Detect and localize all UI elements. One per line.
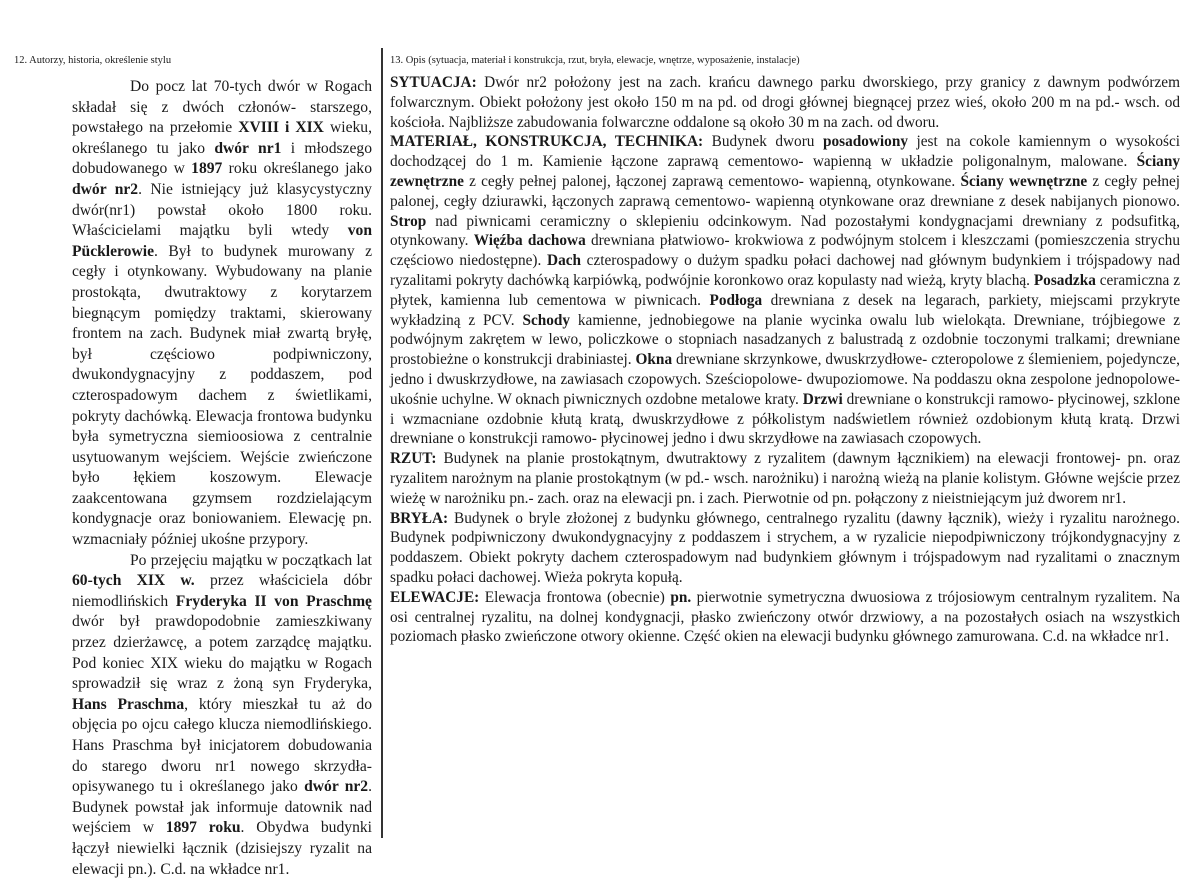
text-run: drewniana płatwiowo- krokwiowa z podwójnym stolcem i kleszczami (pomieszczenia strychu częściowo niedostępne). [390, 232, 1180, 270]
text-run: . Był to budynek murowany z cegły i otynkowany. Wybudowany na planie prostokąta, dwutraktowy z korytarzem biegnącym pomiędzy traktami, skierowany frontem na zach. Budynek miał zwartą bryłę, był częściowo podpiwniczony, dwukondygnacyjny z poddaszem, pod czterospadowym dachem z świetlikami, pokryty dachówką. Elewacja frontowa budynku była symetryczna siemioosiowa z centralnie usytuowanym wejściem. Wejście zwieńczone było łękiem koszowym. Elewacje zaakcentowana gzymsem rozdzielającym kondygnacje oraz boniowaniem. Elewację pn. wzmacniały później ukośne przypory. [72, 242, 372, 549]
text-run: roku określanego jako [222, 160, 372, 178]
bold-term: Strop [390, 212, 427, 230]
bold-term: Podłoga [709, 291, 763, 309]
bold-term: BRYŁA: [390, 509, 449, 527]
bold-term: Dach [547, 252, 582, 270]
bold-term: XVIII i XIX [238, 119, 324, 137]
text-run: drewniane o konstrukcji ramowo- płycinowej, szklone i wzmacniane ozdobnie kłutą kratą, dwuskrzydłowe z półkolistym nadświetlem również ozdobionym kłutą kratą. Drzwi drewniane o konstrukcji ramowo- płycinowej jedno i dwu skrzydłowe na zawiasach czopowych. [390, 390, 1180, 448]
bold-term: von Pücklerowie [72, 222, 372, 260]
bold-term: MATERIAŁ, KONSTRUKCJA, TECHNIKA: [390, 133, 704, 151]
description-section [390, 509, 1180, 588]
bold-term: SYTUACJA: [390, 74, 477, 91]
right-column-header: 13. Opis (sytuacja, materiał i konstrukcja, rzut, bryła, elewacje, wnętrze, wyposażenie, instalacje) [390, 55, 800, 66]
text-run: . Obydwa budynki łączył niewielki łącznik (dzisiejszy ryzalit na elewacji pn.). C.d. na wkładce nr1. [72, 819, 372, 878]
bold-term: Hans Praschma [72, 695, 185, 713]
text-run: i młodszego dobudowanego w [72, 139, 372, 178]
text-run: przez właściciela dóbr niemodlińskich [72, 572, 372, 610]
right-column [390, 0, 1180, 647]
bold-term: Drzwi [802, 390, 843, 408]
bold-term: 1897 roku [165, 819, 241, 837]
text-run: Dwór nr2 położony jest na zach. krańcu dawnego parku dworskiego, przy granicy z dawnym podwórzem folwarcznym. Obiekt położony jest około 150 m na pd. od drogi głównej biegnącej przez wieś, około 200 m na pd.- wsch. od kościoła. Najbliższe zabudowania folwarczne oddalone są około 30 m na zach. od dworu. [390, 74, 1180, 131]
description-section [390, 588, 1180, 647]
text-run: . Budynek powstał jak informuje datownik nad wejściem w [72, 778, 372, 837]
bold-term: posadowiony [822, 133, 908, 151]
bold-term: Posadzka [1033, 271, 1096, 289]
text-run: nad piwnicami ceramiczny o sklepieniu odcinkowym. Nad pozostałymi kondygnacjami drewniany z podsufitką, otynkowany. [390, 212, 1180, 250]
left-column-header: 12. Autorzy, historia, określenie stylu [14, 55, 172, 66]
text-run: dwór był prawdopodobnie zamieszkiwany przez dzierżawcę, a potem zarządcę majątku. Pod koniec XIX wieku do majątku w Rogach sprowadził się wraz z żoną syn Fryderyka, [72, 613, 372, 693]
left-column [14, 0, 376, 880]
text-run: z cegły pełnej palonej, łączonej zaprawą cementowo- wapienną, otynkowane. [463, 172, 961, 190]
bold-term: 1897 [191, 160, 223, 178]
bold-term: Więźba dachowa [473, 232, 586, 250]
text-run: Budynek dworu [703, 133, 823, 151]
bold-term: Fryderyka II von Praschmę [175, 592, 372, 610]
bold-term: dwór nr2 [72, 180, 139, 198]
bold-term: Schody [522, 311, 571, 329]
bold-term: 60-tych XIX w. [72, 572, 195, 590]
bold-term: Ściany zewnętrzne [390, 153, 1180, 190]
text-run: Elewacja frontowa (obecnie) [479, 588, 671, 606]
text-run: . Nie istniejący już klasycystyczny dwór(nr1) powstał około 1800 roku. Właścicielami majątku byli wtedy [72, 180, 372, 240]
text-run: Do pocz lat 70-tych dwór w Rogach składał się z dwóch członów- starszego, powstałego na przełomie [72, 78, 372, 137]
text-run: z cegły pełnej palonej, cegły dziurawki, łączonych zaprawą cementowo- wapienną otynkowane oraz drewniane z desek nabijanych pionowo. [390, 172, 1181, 210]
text-run: , który mieszkał tu aż do objęcia po ojcu całego klucza niemodlińskiego. Hans Praschma był inicjatorem dobudowania do starego dworu nr1 nowego skrzydła- opisywanego tu i określanego jako [72, 695, 372, 796]
text-run: pierwotnie symetryczna dwuosiowa z trójosiowym centralnym ryzalitem. Na osi centralnej ryzalitu, na dolnej kondygnacji, płasko zwieńczony otwór drzwiowy, a na pozostałych osiach na wszystkich poziomach płasko zwieńczone otwory okienne. Część okien na elewacji budynku głównego zamurowana. C.d. na wkładce nr1. [390, 588, 1180, 646]
bold-term: ELEWACJE: [390, 588, 480, 606]
bold-term: dwór nr2 [304, 778, 369, 796]
description-text [390, 73, 1180, 647]
text-run: drewniane skrzynkowe, dwuskrzydłowe- czteropolowe z ślemieniem, pojedyncze, jedno i dwuskrzydłowe, na zawiasach czopowych. Sześciopolowe- dwupoziomowe. Na poddaszu okna zespolone jednopolowe- ukośnie uchylne. W oknach piwnicznych ozdobne metalowe kraty. [390, 351, 1180, 408]
text-run: Budynek o bryle złożonej z budynku głównego, centralnego ryzalitu (dawny łącznik), wieży i ryzalitu narożnego. Budynek podpiwniczony dwukondygnacyjny z poddaszem i strychem, a w ryzalicie niepodpiwniczony trójkondygnacyjny z poddaszem. Obiekt pokryty dachem czterospadowym nad budynkiem głównym i trójspadowym nad ryzalitami o znacznym spadku połaci dachowej. Wieża pokryta kopułą. [390, 509, 1180, 586]
description-section [390, 132, 1180, 449]
description-section [390, 73, 1180, 132]
text-run: ceramiczna z płytek, kamienna lub cementowa w piwnicach. [390, 271, 1180, 309]
bold-term: pn. [670, 588, 692, 606]
text-run: wieku, określanego tu jako [72, 119, 372, 157]
bold-term: dwór nr1 [214, 139, 282, 157]
description-section [390, 449, 1180, 508]
text-run: kamienne, jednobiegowe na planie wycinka owalu lub wielokąta. Drewniane, trójbiegowe z podwójnym zakrętem w lewo, policzkowe o stopniach nasadzanych z balustradą z ozdobnie toczonymi tralkami; drewniane prostobieżne o konstrukcji drabiniastej. [390, 311, 1180, 369]
history-paragraph-1 [72, 77, 372, 551]
history-paragraph-2 [72, 551, 372, 880]
bold-term: RZUT: [390, 450, 437, 468]
text-run: jest na cokole kamiennym o wysokości dochodzącej do 1 m. Kamienie łączone zaprawą cementowo- wapienną w układzie poligonalnym, malowane. [390, 133, 1180, 171]
text-run: drewniana z desek na legarach, parkiety, miejscami przykryte wykładziną z PCV. [390, 291, 1180, 329]
text-run: Po przejęciu majątku w początkach lat [130, 551, 372, 569]
text-run: Budynek na planie prostokątnym, dwutraktowy z ryzalitem (dawnym łącznikiem) na elewacji frontowej- pn. oraz ryzalitem narożnym na planie prostokątnym (w pd.- wsch. narożniku) i narożną wieżą na planie kolistym. Główne wejście przez wieżę w narożniku pn.- zach. oraz na elewacji pn. i zach. Pierwotnie od pn. połączony z nieistniejącym już dworem nr1. [390, 450, 1180, 507]
bold-term: Okna [635, 351, 673, 369]
column-divider [381, 48, 383, 838]
text-run: czterospadowy o dużym spadku połaci dachowej nad głównym budynkiem i trójspadowy nad ryzalitami pokryty dachówką karpiówką, podwójnie koronkowo oraz kopulasty nad wieżą, kryty blachą. [390, 252, 1180, 289]
bold-term: Ściany wewnętrzne [960, 172, 1088, 190]
history-text [14, 77, 376, 880]
